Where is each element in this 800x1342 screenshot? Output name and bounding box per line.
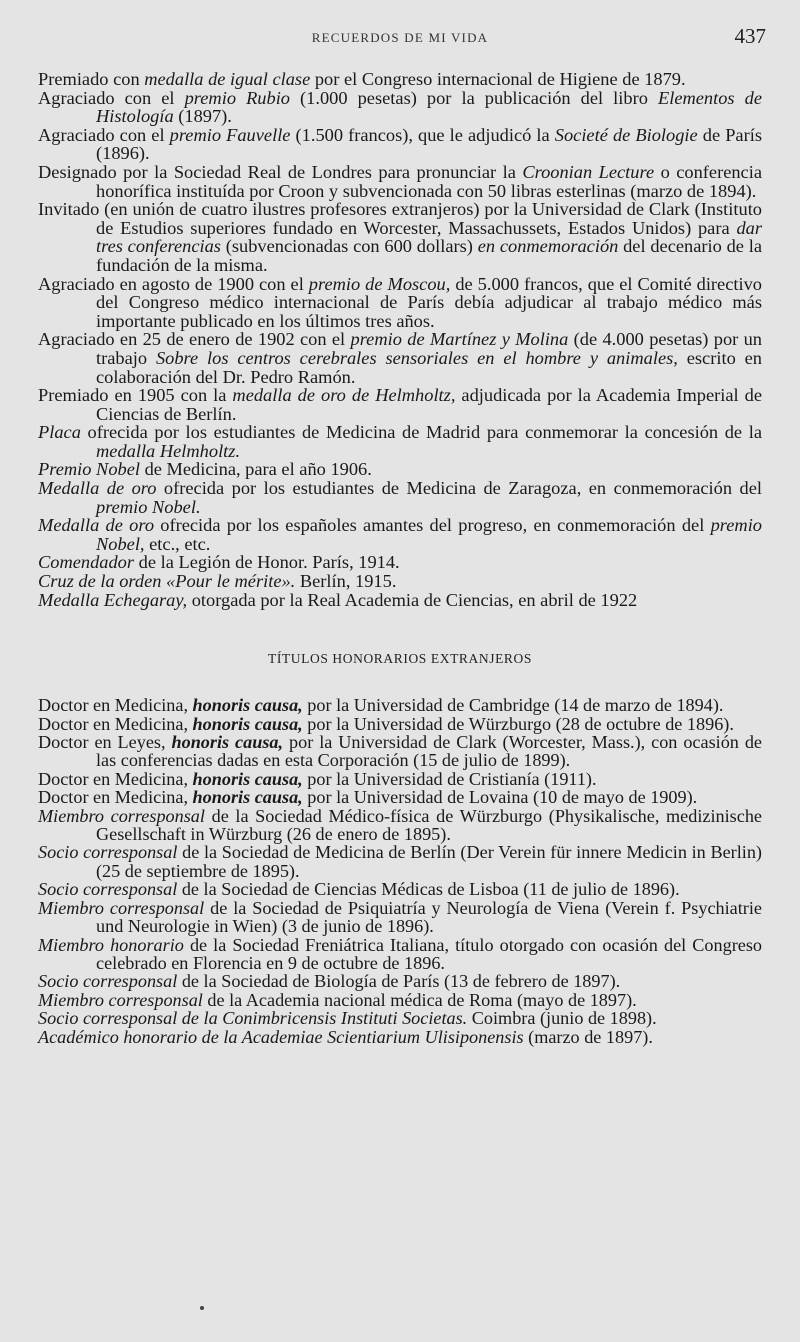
entry-text: ofrecida por los estudiantes de Medicina de Madrid para conmemorar la concesión de la xyxy=(80,422,762,443)
entry-text: premio de Moscou, xyxy=(308,273,451,294)
entry-text: Miembro corresponsal xyxy=(38,897,205,918)
entry-text: premio de Martínez y Molina xyxy=(350,329,569,350)
entry-text: Premio Nobel xyxy=(38,459,140,480)
page-number: 437 xyxy=(734,24,766,48)
entry-text: Medalla Echegaray, xyxy=(38,589,188,610)
entry-text: (1.000 pesetas) por la publicación del libro xyxy=(290,87,658,108)
entry-text: Elementos de Histología xyxy=(96,87,763,127)
title-entry xyxy=(38,696,762,714)
entry-text: de la Sociedad Médico-física de Würzburgo (Physikalische, medizinische Gesellschaft in Würzburg (26 de enero de 1895). xyxy=(96,805,762,845)
page-body xyxy=(38,70,762,1046)
entry-text: Socio corresponsal de la Conimbricensis Instituti Societas. xyxy=(38,1008,468,1029)
entry-text: de Medicina, para el año 1906. xyxy=(139,459,372,480)
entry-text: Doctor en Medicina, xyxy=(38,695,193,716)
title-entry xyxy=(38,936,762,973)
entry-text: Miembro corresponsal xyxy=(38,805,205,826)
entry-text: Agraciado con el xyxy=(38,87,185,108)
entry-text: Croonian Lecture xyxy=(522,161,655,182)
entry-text: Placa xyxy=(38,422,81,443)
award-entry xyxy=(38,516,762,553)
entry-text: de 5.000 francos, que el Comité directivo del Congreso médico internacional de París debía adjudicar al trabajo médico más importante publicado en los últimos tres años. xyxy=(96,273,762,331)
award-entry xyxy=(38,275,762,331)
title-entry xyxy=(38,1028,762,1046)
running-title: RECUERDOS DE MI VIDA xyxy=(311,30,489,45)
entry-text: por la Universidad de Cristianía (1911). xyxy=(302,768,597,789)
honorary-titles-list xyxy=(38,696,762,1046)
entry-text: Medalla de oro xyxy=(38,478,157,499)
entry-text: Comendador xyxy=(38,552,135,573)
award-entry xyxy=(38,423,762,460)
entry-text: premio Nobel, xyxy=(96,515,762,554)
entry-text: Societé de Biologie xyxy=(554,124,698,145)
entry-text: Medalla de oro xyxy=(38,515,155,536)
entry-text: de la Legión de Honor. París, 1914. xyxy=(134,552,400,573)
entry-text: Designado por la Sociedad Real de Londres para pronunciar la xyxy=(38,161,523,182)
entry-text: por la Universidad de Cambridge (14 de marzo de 1894). xyxy=(302,695,724,716)
entry-text: Miembro honorario xyxy=(38,934,184,955)
entry-text: honoris causa, xyxy=(192,695,303,716)
entry-text: (1897). xyxy=(173,106,232,127)
entry-text: por la Universidad de Clark (Worcester, Mass.), con ocasión de las conferencias dadas en esta Corporación (15 de julio de 1899). xyxy=(96,732,762,771)
entry-text: escrito en colaboración del Dr. Pedro Ramón. xyxy=(96,347,762,387)
entry-text: de la Sociedad de Biología de París (13 de febrero de 1897). xyxy=(177,971,621,992)
entry-text: honoris causa, xyxy=(192,787,303,808)
entry-text: de la Sociedad de Ciencias Médicas de Lisboa (11 de julio de 1896). xyxy=(177,879,680,900)
entry-text: ofrecida por los españoles amantes del progreso, en conmemoración del xyxy=(154,515,711,536)
entry-text: de la Sociedad Freniátrica Italiana, título otorgado con ocasión del Congreso celebrado en Florencia en 9 de octubre de 1896. xyxy=(96,934,762,973)
entry-text: en conmemoración xyxy=(477,236,619,257)
title-entry xyxy=(38,972,762,990)
title-entry xyxy=(38,807,762,844)
award-entry xyxy=(38,163,762,200)
entry-text: Coimbra (junio de 1898). xyxy=(467,1008,657,1029)
entry-text: de la Sociedad de Psiquiatría y Neurología de Viena (Verein f. Psychiatrie und Neurologie in Wien) (3 de junio de 1896). xyxy=(96,897,762,937)
entry-text: Agraciado con el xyxy=(38,124,170,145)
entry-text: del decenario de la fundación de la misma. xyxy=(96,236,762,275)
award-entry xyxy=(38,89,762,126)
entry-text: Académico honorario de la Academiae Scientiarium Ulisiponensis xyxy=(38,1026,524,1047)
title-entry xyxy=(38,770,762,788)
title-entry xyxy=(38,1009,762,1027)
entry-text: otorgada por la Real Academia de Ciencias, en abril de 1922 xyxy=(187,589,638,610)
section-title: TÍTULOS HONORARIOS EXTRANJEROS xyxy=(267,651,532,667)
entry-text: por el Congreso internacional de Higiene de 1879. xyxy=(310,69,686,89)
entry-text: Socio corresponsal xyxy=(38,879,178,900)
title-entry xyxy=(38,991,762,1009)
entry-text: medalla de igual clase xyxy=(144,69,311,89)
entry-text: o conferencia honorífica instituída por Croon y subvencionada con 50 libras esterlinas (marzo de 1894). xyxy=(96,161,762,201)
entry-text: honoris causa, xyxy=(192,768,303,789)
entry-text: de la Academia nacional médica de Roma (mayo de 1897). xyxy=(202,989,637,1010)
entry-text: medalla de oro de Helmholtz, xyxy=(232,385,456,406)
entry-text: Miembro corresponsal xyxy=(38,989,203,1010)
award-entry xyxy=(38,386,762,423)
entry-text: Socio corresponsal xyxy=(38,971,178,992)
entry-text: (marzo de 1897). xyxy=(523,1026,653,1047)
award-entry xyxy=(38,591,762,610)
title-entry xyxy=(38,843,762,880)
entry-text: Sobre los centros cerebrales sensoriales en el hombre y animales, xyxy=(155,347,678,368)
entry-text: medalla Helmholtz. xyxy=(96,440,241,461)
entry-text: Doctor en Medicina, xyxy=(38,768,193,789)
entry-text: por la Universidad de Lovaina (10 de mayo de 1909). xyxy=(302,787,698,808)
entry-text: adjudicada por la Academia Imperial de Ciencias de Berlín. xyxy=(96,385,763,424)
entry-text: Doctor en Medicina, xyxy=(38,787,193,808)
entry-text: (subvencionadas con 600 dollars) xyxy=(220,236,478,257)
page-mark xyxy=(200,1306,204,1310)
entry-text: ofrecida por los estudiantes de Medicina de Zaragoza, en conmemoración del xyxy=(156,478,762,499)
entry-text: de la Sociedad de Medicina de Berlín (Der Verein für innere Medicin in Berlin) (25 de septiembre de 1895). xyxy=(96,842,762,881)
award-entry xyxy=(38,553,762,572)
entry-text: Doctor en Leyes, xyxy=(38,732,172,753)
entry-text: etc., etc. xyxy=(144,533,211,554)
title-entry xyxy=(38,788,762,806)
page-header xyxy=(0,24,800,50)
entry-text: honoris causa, xyxy=(171,732,284,753)
title-entry xyxy=(38,899,762,936)
award-entry xyxy=(38,460,762,479)
entry-text: premio Fauvelle xyxy=(169,124,291,145)
entry-text: (de 4.000 pesetas) por un trabajo xyxy=(96,329,762,368)
entry-text: Cruz de la orden «Pour le mérite». xyxy=(38,571,296,592)
title-entry xyxy=(38,880,762,898)
entry-text: Socio corresponsal xyxy=(38,842,178,863)
entry-text: de París (1896). xyxy=(96,124,762,164)
award-entry xyxy=(38,70,762,89)
entry-text: Premiado en 1905 con la xyxy=(38,385,233,406)
entry-text: Doctor en Medicina, xyxy=(38,713,193,734)
award-entry xyxy=(38,479,762,516)
entry-text: Invitado (en unión de cuatro ilustres profesores extranjeros) por la Universidad de Clark (Instituto de Estudios superiores fundado en Worcester, Massachussets, Estados Unidos) para xyxy=(38,199,762,238)
award-entry xyxy=(38,126,762,163)
entry-text: honoris causa, xyxy=(192,713,303,734)
entry-text: dar tres conferencias xyxy=(96,217,762,257)
entry-text: Agraciado en 25 de enero de 1902 con el xyxy=(38,329,351,350)
award-entry xyxy=(38,330,762,386)
entry-text: Agraciado en agosto de 1900 con el xyxy=(38,273,309,294)
award-entry xyxy=(38,200,762,274)
awards-list xyxy=(38,70,762,609)
entry-text: Berlín, 1915. xyxy=(295,571,397,592)
entry-text: (1.500 francos), que le adjudicó la xyxy=(290,124,555,145)
title-entry xyxy=(38,715,762,733)
entry-text: Premiado con xyxy=(38,69,145,89)
entry-text: por la Universidad de Würzburgo (28 de octubre de 1896). xyxy=(302,713,734,734)
award-entry xyxy=(38,572,762,591)
title-entry xyxy=(38,733,762,770)
entry-text: premio Rubio xyxy=(184,87,290,108)
entry-text: premio Nobel. xyxy=(96,496,201,517)
